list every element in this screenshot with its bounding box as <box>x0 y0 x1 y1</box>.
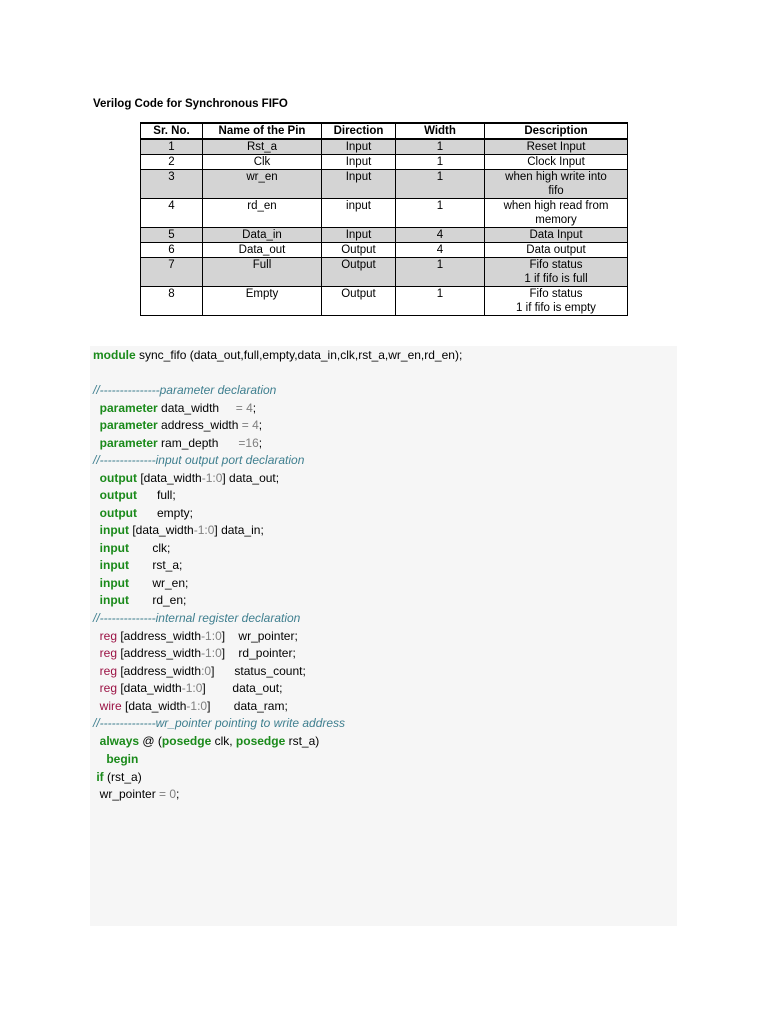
code-line <box>93 541 170 556</box>
code-text: full; <box>136 488 176 502</box>
code-line <box>93 418 262 433</box>
code-text <box>93 436 100 450</box>
cell-description: when high write into fifo <box>485 170 628 199</box>
code-text: rst_a) <box>285 734 320 748</box>
cell-width: 1 <box>396 170 485 199</box>
document-title: Verilog Code for Synchronous FIFO <box>93 98 288 110</box>
table-body <box>141 139 628 316</box>
code-text <box>93 646 100 660</box>
code-keyword: input <box>99 593 129 607</box>
code-text: data_width <box>157 401 236 415</box>
code-text: -1:0 <box>193 523 215 537</box>
code-text: ] data_out; <box>222 471 280 485</box>
code-line <box>93 558 182 573</box>
cell-direction: Input <box>322 139 396 155</box>
table-row <box>141 287 628 316</box>
cell-sr-no: 1 <box>141 139 203 155</box>
code-text <box>93 488 100 502</box>
code-line <box>93 646 296 661</box>
code-block <box>90 346 677 926</box>
code-line <box>93 471 279 486</box>
code-text: ; <box>258 418 263 432</box>
code-text: ; <box>176 787 180 801</box>
table-row <box>141 243 628 258</box>
header-pin-name: Name of the Pin <box>203 123 322 139</box>
code-text: [address_width <box>117 664 202 678</box>
cell-sr-no: 5 <box>141 228 203 243</box>
code-text: sync_fifo (data_out,full,empty,data_in,clk,rst_a,wr_en,rd_en); <box>135 348 463 362</box>
code-text <box>93 699 100 713</box>
code-text <box>93 541 100 555</box>
code-comment: //--------------input output port declaration <box>93 453 305 467</box>
table-header-row <box>141 123 628 139</box>
code-line <box>93 488 176 503</box>
table-row <box>141 258 628 287</box>
cell-pin-name: Full <box>203 258 322 287</box>
code-text: -1:0 <box>201 629 222 643</box>
cell-direction: Output <box>322 243 396 258</box>
cell-pin-name: Rst_a <box>203 139 322 155</box>
code-text: empty; <box>136 506 193 520</box>
code-keyword: reg <box>99 681 118 695</box>
code-comment: //---------------parameter declaration <box>93 383 277 397</box>
cell-sr-no: 2 <box>141 155 203 170</box>
pin-table <box>140 122 628 316</box>
cell-description: Clock Input <box>485 155 628 170</box>
code-line <box>93 664 306 679</box>
code-text: @ ( <box>139 734 162 748</box>
cell-sr-no: 3 <box>141 170 203 199</box>
code-line <box>93 348 462 363</box>
code-line <box>93 506 193 521</box>
code-line <box>93 787 179 802</box>
cell-width: 1 <box>396 155 485 170</box>
code-text: ] rd_pointer; <box>221 646 296 660</box>
table-row <box>141 139 628 155</box>
cell-pin-name: rd_en <box>203 199 322 228</box>
code-text: [address_width <box>117 629 202 643</box>
code-text <box>93 681 100 695</box>
code-text: ; <box>258 436 263 450</box>
cell-direction: Output <box>322 258 396 287</box>
cell-description: Data output <box>485 243 628 258</box>
code-comment: //--------------wr_pointer pointing to write address <box>93 716 346 730</box>
cell-description: when high read from memory <box>485 199 628 228</box>
code-line <box>93 699 288 714</box>
code-keyword: begin <box>106 752 139 766</box>
code-text <box>93 593 100 607</box>
code-keyword: reg <box>99 629 118 643</box>
cell-direction: Input <box>322 228 396 243</box>
table-row <box>141 228 628 243</box>
code-keyword: always <box>99 734 140 748</box>
code-text: ] wr_pointer; <box>221 629 298 643</box>
code-text: [data_width <box>136 471 202 485</box>
code-text: [data_width <box>121 699 187 713</box>
code-keyword: posedge <box>161 734 212 748</box>
code-text: = 0 <box>159 787 177 801</box>
cell-description: Fifo status 1 if fifo is full <box>485 258 628 287</box>
code-text: ram_depth <box>157 436 239 450</box>
cell-pin-name: wr_en <box>203 170 322 199</box>
code-text <box>93 506 100 520</box>
code-line <box>93 629 298 644</box>
code-line <box>93 436 262 451</box>
cell-width: 1 <box>396 139 485 155</box>
cell-sr-no: 4 <box>141 199 203 228</box>
code-line <box>93 523 264 538</box>
code-text: rst_a; <box>129 558 183 572</box>
cell-sr-no: 7 <box>141 258 203 287</box>
cell-pin-name: Empty <box>203 287 322 316</box>
code-keyword: parameter <box>99 436 158 450</box>
code-line <box>93 734 319 749</box>
header-sr-no: Sr. No. <box>141 123 203 139</box>
cell-sr-no: 8 <box>141 287 203 316</box>
code-line <box>93 593 186 608</box>
code-text: = 4 <box>235 401 253 415</box>
code-text <box>93 664 100 678</box>
table-row <box>141 170 628 199</box>
code-line <box>93 716 345 731</box>
code-text: -1:0 <box>186 699 208 713</box>
code-text <box>93 418 100 432</box>
cell-pin-name: Clk <box>203 155 322 170</box>
code-text: :0 <box>201 664 212 678</box>
table-row <box>141 199 628 228</box>
header-direction: Direction <box>322 123 396 139</box>
code-line <box>93 453 304 468</box>
code-text <box>93 558 100 572</box>
header-width: Width <box>396 123 485 139</box>
code-line <box>93 770 142 785</box>
code-keyword: posedge <box>235 734 286 748</box>
code-text: rd_en; <box>129 593 187 607</box>
code-text <box>93 576 100 590</box>
cell-width: 4 <box>396 228 485 243</box>
code-line <box>93 681 282 696</box>
code-text: -1:0 <box>181 681 203 695</box>
code-keyword: wire <box>99 699 122 713</box>
code-keyword: if <box>96 770 104 784</box>
cell-description: Fifo status 1 if fifo is empty <box>485 287 628 316</box>
code-line <box>93 752 138 767</box>
code-text <box>93 523 100 537</box>
table-row <box>141 155 628 170</box>
code-text: address_width <box>157 418 242 432</box>
code-text: -1:0 <box>201 646 222 660</box>
code-text <box>93 734 100 748</box>
code-keyword: reg <box>99 664 118 678</box>
code-text: wr_pointer <box>93 787 160 801</box>
code-text: [data_width <box>129 523 194 537</box>
code-text <box>93 401 100 415</box>
code-text: =16 <box>238 436 259 450</box>
code-text: clk; <box>129 541 171 555</box>
code-text: -1:0 <box>201 471 223 485</box>
code-comment: //--------------internal register declaration <box>93 611 301 625</box>
cell-direction: Input <box>322 170 396 199</box>
cell-width: 4 <box>396 243 485 258</box>
cell-width: 1 <box>396 258 485 287</box>
code-text: ] status_count; <box>211 664 306 678</box>
cell-description: Data Input <box>485 228 628 243</box>
cell-width: 1 <box>396 287 485 316</box>
code-text: ] data_in; <box>214 523 264 537</box>
code-text: wr_en; <box>129 576 189 590</box>
code-keyword: input <box>99 541 129 555</box>
code-line <box>93 401 256 416</box>
code-text: clk, <box>211 734 236 748</box>
code-line <box>93 383 276 398</box>
code-keyword: output <box>99 488 137 502</box>
code-keyword: reg <box>99 646 118 660</box>
code-text: ] data_out; <box>202 681 283 695</box>
code-keyword: parameter <box>99 418 158 432</box>
cell-width: 1 <box>396 199 485 228</box>
code-keyword: parameter <box>99 401 158 415</box>
code-keyword: output <box>99 471 137 485</box>
code-keyword: input <box>99 576 129 590</box>
cell-direction: Input <box>322 155 396 170</box>
cell-description: Reset Input <box>485 139 628 155</box>
code-text: ] data_ram; <box>207 699 288 713</box>
code-text: (rst_a) <box>103 770 142 784</box>
code-keyword: input <box>99 523 129 537</box>
cell-direction: input <box>322 199 396 228</box>
code-text: ; <box>252 401 257 415</box>
cell-pin-name: Data_out <box>203 243 322 258</box>
code-line <box>93 611 300 626</box>
code-line <box>93 576 188 591</box>
code-text <box>93 629 100 643</box>
code-keyword: module <box>93 348 136 362</box>
code-keyword: output <box>99 506 137 520</box>
header-description: Description <box>485 123 628 139</box>
code-text <box>93 752 106 766</box>
code-text <box>93 471 100 485</box>
cell-direction: Output <box>322 287 396 316</box>
cell-pin-name: Data_in <box>203 228 322 243</box>
cell-sr-no: 6 <box>141 243 203 258</box>
code-keyword: input <box>99 558 129 572</box>
code-text: [data_width <box>117 681 182 695</box>
code-text: [address_width <box>117 646 202 660</box>
code-text: = 4 <box>241 418 259 432</box>
